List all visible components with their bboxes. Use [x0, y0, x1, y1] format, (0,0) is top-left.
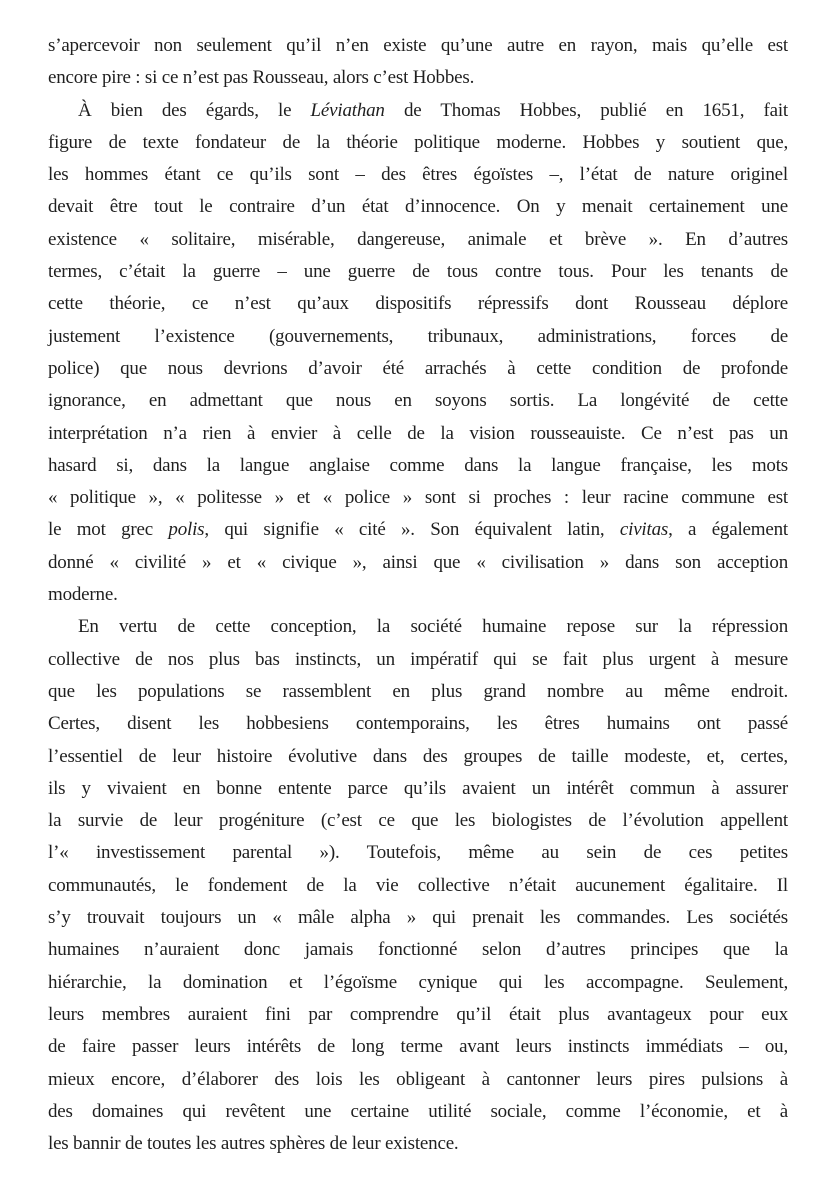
text-line [48, 288, 788, 320]
text-segment: cette théorie, ce n’est qu’aux dispositifs répressifs dont Rousseau déplore [48, 293, 788, 315]
text-line [48, 999, 788, 1031]
text-line [48, 967, 788, 999]
text-segment: « politique », « politesse » et « police » sont si proches : leur racine commune est [48, 487, 788, 509]
text-line [48, 191, 788, 223]
text-line [48, 773, 788, 805]
text-line [48, 611, 788, 643]
text-segment: que les populations se rassemblent en plus grand nombre au même endroit. [48, 680, 788, 702]
text-line [48, 30, 788, 62]
text-segment: interprétation n’a rien à envier à celle de la vision rousseauiste. Ce n’est pas un [48, 422, 788, 444]
text-line [48, 482, 788, 514]
text-segment: moderne. [48, 584, 118, 606]
text-line [48, 514, 788, 546]
text-line [48, 708, 788, 740]
text-line [48, 321, 788, 353]
text-line [48, 127, 788, 159]
text-segment: mieux encore, d’élaborer des lois les obligeant à cantonner leurs pires pulsions à [48, 1068, 788, 1090]
italic-text-segment: civitas [619, 519, 669, 541]
text-segment: existence « solitaire, misérable, dangereuse, animale et brève ». En d’autres [48, 228, 788, 250]
body-text-block [48, 30, 788, 1160]
italic-text-segment: polis [168, 519, 205, 541]
text-line [48, 547, 788, 579]
text-segment: police) que nous devrions d’avoir été arrachés à cette condition de profonde [48, 357, 788, 379]
text-segment: hiérarchie, la domination et l’égoïsme cynique qui les accompagne. Seulement, [48, 971, 788, 993]
text-line [48, 1031, 788, 1063]
text-segment: En vertu de cette conception, la société humaine repose sur la répression [78, 616, 788, 638]
text-segment: collective de nos plus bas instincts, un impératif qui se fait plus urgent à mesure [48, 648, 788, 670]
text-line [48, 1064, 788, 1096]
text-line [48, 870, 788, 902]
text-line [48, 805, 788, 837]
text-line [48, 62, 788, 94]
text-segment: de faire passer leurs intérêts de long terme avant leurs instincts immédiats – ou, [48, 1036, 788, 1058]
text-segment: donné « civilité » et « civique », ainsi que « civilisation » dans son acception [48, 551, 788, 573]
text-segment: communautés, le fondement de la vie collective n’était aucunement égalitaire. Il [48, 874, 788, 896]
text-segment: ignorance, en admettant que nous en soyons sortis. La longévité de cette [48, 390, 788, 412]
text-segment: s’apercevoir non seulement qu’il n’en existe qu’une autre en rayon, mais qu’elle est [48, 35, 788, 56]
text-segment: leurs membres auraient fini par comprendre qu’il était plus avantageux pour eux [48, 1003, 788, 1025]
text-line [48, 579, 788, 611]
text-segment: les hommes étant ce qu’ils sont – des êtres égoïstes –, l’état de nature originel [48, 164, 788, 186]
text-line [48, 256, 788, 288]
text-line [48, 353, 788, 385]
text-segment: figure de texte fondateur de la théorie politique moderne. Hobbes y soutient que, [48, 131, 788, 153]
text-segment: , qui signifie « cité ». Son équivalent latin, [204, 519, 620, 541]
text-segment: devait être tout le contraire d’un état d’innocence. On y menait certainement une [48, 196, 788, 218]
text-segment: le mot grec [48, 519, 169, 541]
text-segment: termes, c’était la guerre – une guerre de tous contre tous. Pour les tenants de [48, 261, 788, 283]
text-line [48, 741, 788, 773]
text-segment: la survie de leur progéniture (c’est ce que les biologistes de l’évolution appellent [48, 810, 788, 832]
text-segment: l’essentiel de leur histoire évolutive dans des groupes de taille modeste, et, certes, [48, 745, 788, 767]
text-segment: des domaines qui revêtent une certaine utilité sociale, comme l’économie, et à [48, 1100, 788, 1122]
text-line [48, 95, 788, 127]
text-segment: l’« investissement parental »). Toutefois, même au sein de ces petites [48, 842, 788, 864]
text-segment: justement l’existence (gouvernements, tribunaux, administrations, forces de [48, 325, 788, 347]
text-segment: ils y vivaient en bonne entente parce qu’ils avaient un intérêt commun à assurer [48, 777, 788, 799]
text-line [48, 934, 788, 966]
text-line [48, 450, 788, 482]
italic-text-segment: Léviathan [310, 99, 385, 121]
text-line [48, 159, 788, 191]
text-segment: de Thomas Hobbes, publié en 1651, fait [384, 99, 788, 121]
text-segment: Certes, disent les hobbesiens contemporains, les êtres humains ont passé [48, 713, 788, 735]
text-line [48, 676, 788, 708]
text-segment: s’y trouvait toujours un « mâle alpha » qui prenait les commandes. Les sociétés [48, 907, 788, 929]
text-line [48, 224, 788, 256]
text-segment: hasard si, dans la langue anglaise comme dans la langue française, les mots [48, 454, 788, 476]
text-line [48, 418, 788, 450]
text-segment: , a également [668, 519, 788, 541]
text-line [48, 837, 788, 869]
text-line [48, 644, 788, 676]
text-segment: encore pire : si ce n’est pas Rousseau, alors c’est Hobbes. [48, 67, 475, 89]
text-segment: humaines n’auraient donc jamais fonctionné selon d’autres principes que la [48, 939, 788, 961]
text-line [48, 902, 788, 934]
text-segment: À bien des égards, le [78, 99, 311, 121]
text-segment: les bannir de toutes les autres sphères de leur existence. [48, 1133, 459, 1155]
text-line [48, 1128, 788, 1160]
text-line [48, 1096, 788, 1128]
text-line [48, 385, 788, 417]
